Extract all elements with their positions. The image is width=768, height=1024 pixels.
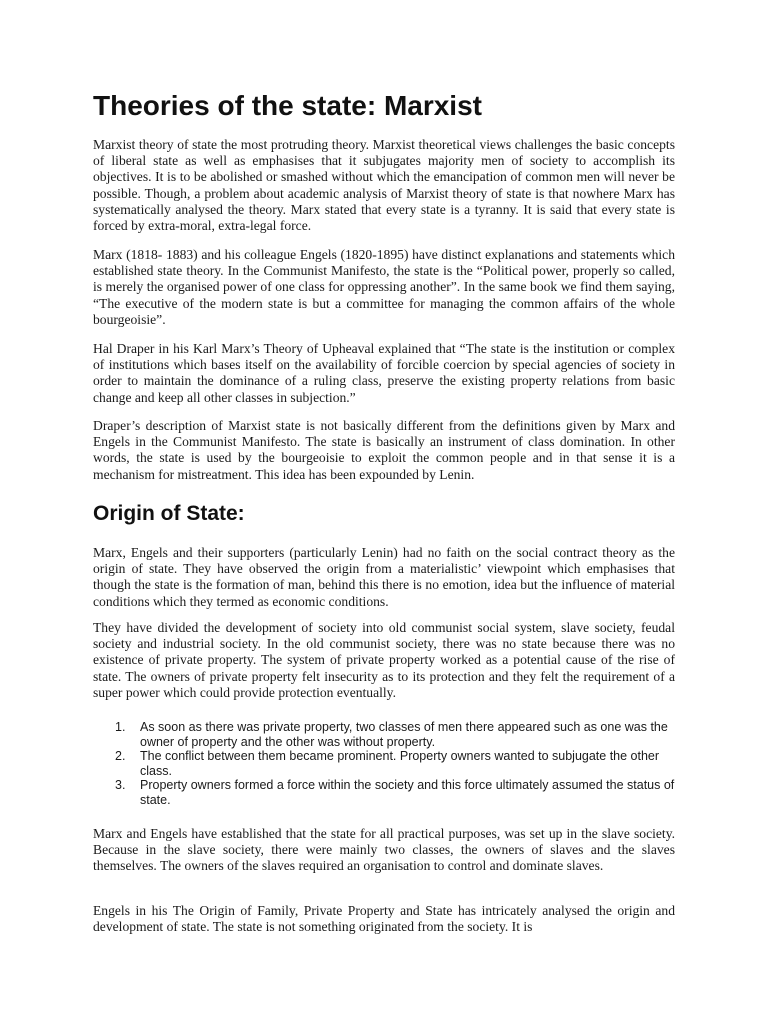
list-item — [93, 720, 675, 749]
list-item-text: The conflict between them became prominent. Property owners wanted to subjugate the other class. — [140, 749, 660, 778]
paragraph-after-1: Marx and Engels have established that the state for all practical purposes, was set up in the slave society. Because in the slave society, there were mainly two classes, the owners of slaves and the slaves themselves. The owners of the slaves required an organisation to control and dominate slaves. — [93, 826, 675, 874]
paragraph-intro-3: Hal Draper in his Karl Marx’s Theory of Upheaval explained that “The state is the institution or complex of institutions which bases itself on the availability of forcible coercion by special agencies of society in order to maintain the dominance of a ruling class, preserve the existing property relations from basic change and keep all other classes in subjection.” — [93, 341, 675, 405]
paragraph-origin-2: They have divided the development of society into old communist social system, slave society, feudal society and industrial society. In the old communist society, there was no state because there was no existence of private property. The system of private property worked as a potential cause of the rise of state. The owners of private property felt insecurity as to its protection and they felt the requirement of a super power which could provide protection eventually. — [93, 620, 675, 700]
page-title: Theories of the state: Marxist — [93, 90, 482, 121]
list-item-number: 1. — [115, 720, 126, 734]
paragraph-intro-1: Marxist theory of state the most protruding theory. Marxist theoretical views challenges the basic concepts of liberal state as well as emphasises that it subjugates majority men of society to accomplish its objectives. It is to be abolished or smashed without which the emancipation of common men will never be possible. Though, a problem about academic analysis of Marxist theory of state is that nowhere Marx has systematically analysed the theory. Marx stated that every state is a tyranny. It is said that every state is forced by extra-moral, extra-legal force. — [93, 137, 675, 234]
list-item — [93, 778, 675, 807]
list-item — [93, 749, 675, 778]
paragraph-intro-4: Draper’s description of Marxist state is not basically different from the definitions given by Marx and Engels in the Communist Manifesto. The state is basically an instrument of class domination. In other words, the state is used by the bourgeoisie to exploit the common people and in that sense it is a mechanism for mistreatment. This idea has been expounded by Lenin. — [93, 418, 675, 482]
section-heading: Origin of State: — [93, 502, 245, 525]
list-item-text: Property owners formed a force within the society and this force ultimately assumed the status of state. — [140, 778, 675, 807]
paragraph-origin-1: Marx, Engels and their supporters (particularly Lenin) had no faith on the social contract theory as the origin of state. They have observed the origin from a materialistic’ viewpoint which emphasises that though the state is the formation of man, behind this there is no emotion, idea but the influence of material conditions which they termed as economic conditions. — [93, 545, 675, 609]
list-item-text: As soon as there was private property, two classes of men there appeared such as one was the owner of property and the other was without property. — [140, 720, 668, 749]
list-item-number: 2. — [115, 749, 126, 764]
paragraph-after-2: Engels in his The Origin of Family, Private Property and State has intricately analysed the origin and development of state. The state is not something originated from the society. It is — [93, 903, 675, 935]
list-item-number: 3. — [115, 778, 126, 793]
numbered-list — [93, 720, 675, 808]
paragraph-intro-2: Marx (1818- 1883) and his colleague Engels (1820-1895) have distinct explanations and statements which established state theory. In the Communist Manifesto, the state is the “Political power, properly so called, is merely the organised power of one class for oppressing another”. In the same book we find them saying, “The executive of the modern state is but a committee for managing the common affairs of the whole bourgeoisie”. — [93, 247, 675, 327]
